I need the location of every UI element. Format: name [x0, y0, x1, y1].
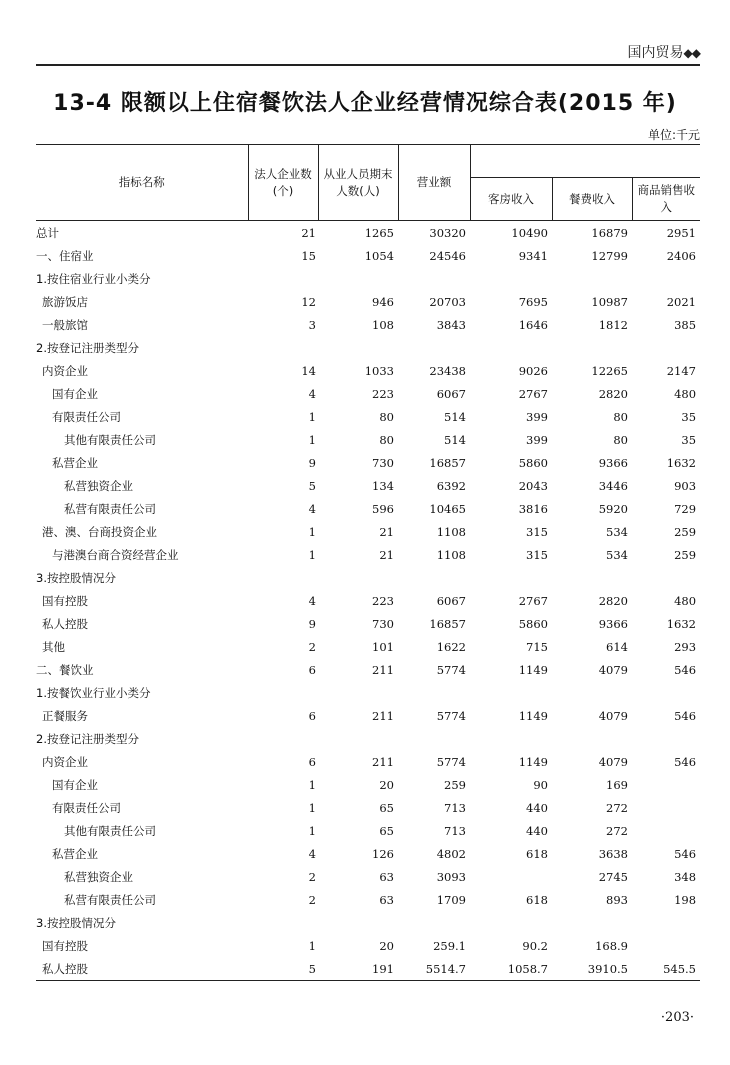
- row-label: 国有控股: [42, 938, 88, 953]
- cell-value: 9: [308, 616, 316, 631]
- cell-value: 5774: [436, 662, 466, 677]
- unit-label: 单位:千元: [647, 128, 700, 142]
- cell-value: [632, 336, 700, 359]
- row-label: 2.按登记注册类型分: [36, 731, 139, 746]
- row-label: 私营有限责任公司: [64, 501, 156, 516]
- cell-value: 108: [372, 317, 394, 332]
- cell-value: 1: [308, 524, 316, 539]
- cell-value: 169: [606, 777, 628, 792]
- cell-value: 35: [681, 409, 697, 424]
- cell-value: 7695: [518, 294, 548, 309]
- table-row: [36, 635, 700, 658]
- cell-value: [318, 566, 398, 589]
- cell-value: [398, 681, 470, 704]
- table-row: [36, 842, 700, 865]
- cell-value: 4: [308, 386, 316, 401]
- cell-value: 6: [308, 754, 316, 769]
- cell-value: 259: [674, 547, 697, 562]
- col-header-room-income: 客房收入: [470, 178, 552, 221]
- col-header-employees: 从业人员期末人数(人): [318, 145, 398, 221]
- cell-value: 385: [674, 317, 697, 332]
- cell-value: 5860: [518, 455, 548, 470]
- cell-value: 715: [526, 639, 548, 654]
- cell-value: [552, 727, 632, 750]
- cell-value: 3093: [436, 869, 466, 884]
- cell-value: 211: [372, 708, 394, 723]
- cell-value: 223: [372, 593, 394, 608]
- cell-value: [552, 681, 632, 704]
- cell-value: [632, 773, 700, 796]
- cell-value: 546: [674, 754, 697, 769]
- cell-value: 1149: [518, 754, 548, 769]
- cell-value: [632, 727, 700, 750]
- cell-value: 134: [372, 478, 394, 493]
- col-header-subgroup: [470, 145, 700, 178]
- cell-value: 440: [526, 823, 548, 838]
- cell-value: 65: [379, 823, 394, 838]
- table-row: [36, 681, 700, 704]
- cell-value: 3910.5: [552, 957, 632, 981]
- cell-value: 1: [308, 432, 316, 447]
- table-row: [36, 934, 700, 957]
- cell-value: 348: [674, 869, 697, 884]
- cell-value: 9341: [518, 248, 548, 263]
- cell-value: 2745: [598, 869, 628, 884]
- cell-value: 1: [308, 547, 316, 562]
- cell-value: 223: [372, 386, 394, 401]
- diamond-icon: ◆◆: [683, 46, 700, 60]
- cell-value: 2767: [518, 593, 548, 608]
- cell-value: 1709: [436, 892, 466, 907]
- cell-value: 1149: [518, 708, 548, 723]
- cell-value: 3816: [518, 501, 548, 516]
- cell-value: 90: [533, 777, 548, 792]
- cell-value: [470, 727, 552, 750]
- cell-value: [632, 796, 700, 819]
- cell-value: 399: [526, 409, 548, 424]
- cell-value: 596: [372, 501, 394, 516]
- table-row: [36, 382, 700, 405]
- cell-value: 12: [301, 294, 316, 309]
- cell-value: 1: [308, 823, 316, 838]
- cell-value: 211: [372, 754, 394, 769]
- cell-value: 4079: [598, 754, 628, 769]
- cell-value: 546: [674, 662, 697, 677]
- cell-value: 546: [674, 708, 697, 723]
- cell-value: 10490: [511, 225, 548, 240]
- table-row: [36, 865, 700, 888]
- cell-value: 2043: [518, 478, 548, 493]
- cell-value: 2: [308, 639, 316, 654]
- cell-value: 3446: [598, 478, 628, 493]
- cell-value: 614: [606, 639, 628, 654]
- row-label: 私营独资企业: [64, 869, 133, 884]
- table-body: [36, 221, 700, 981]
- cell-value: [470, 336, 552, 359]
- row-label: 3.按控股情况分: [36, 570, 116, 585]
- cell-value: 480: [674, 593, 697, 608]
- cell-value: 272: [606, 823, 628, 838]
- row-label: 1.按住宿业行业小类分: [36, 271, 151, 286]
- row-label: 总计: [36, 225, 59, 240]
- cell-value: 15: [301, 248, 316, 263]
- cell-value: 20: [379, 938, 394, 953]
- row-label: 其他: [42, 639, 65, 654]
- cell-value: 63: [379, 869, 394, 884]
- cell-value: [248, 267, 318, 290]
- row-label: 其他有限责任公司: [64, 432, 156, 447]
- row-label: 私营独资企业: [64, 478, 133, 493]
- row-label: 其他有限责任公司: [64, 823, 156, 838]
- table-row: [36, 727, 700, 750]
- row-label: 私营有限责任公司: [64, 892, 156, 907]
- cell-value: 5920: [598, 501, 628, 516]
- cell-value: 893: [606, 892, 628, 907]
- cell-value: [470, 865, 552, 888]
- section-tag: [628, 42, 700, 62]
- cell-value: 259: [674, 524, 697, 539]
- row-label: 正餐服务: [42, 708, 88, 723]
- cell-value: 315: [526, 524, 548, 539]
- cell-value: 5514.7: [398, 957, 470, 981]
- row-label: 私人控股: [36, 957, 248, 981]
- row-label: 国有企业: [52, 777, 98, 792]
- table-row: [36, 497, 700, 520]
- cell-value: [398, 336, 470, 359]
- cell-value: [248, 911, 318, 934]
- row-label: 3.按控股情况分: [36, 915, 116, 930]
- row-label: 私营企业: [52, 455, 98, 470]
- cell-value: 1108: [436, 524, 466, 539]
- row-label: 与港澳台商合资经营企业: [52, 547, 179, 562]
- cell-value: 713: [444, 800, 466, 815]
- cell-value: 191: [318, 957, 398, 981]
- cell-value: 903: [674, 478, 697, 493]
- cell-value: 30320: [429, 225, 466, 240]
- row-label: 私营企业: [52, 846, 98, 861]
- cell-value: [552, 267, 632, 290]
- cell-value: [248, 566, 318, 589]
- cell-value: [318, 911, 398, 934]
- table-row: [36, 267, 700, 290]
- cell-value: [398, 727, 470, 750]
- cell-value: 168.9: [595, 938, 628, 953]
- cell-value: 546: [674, 846, 697, 861]
- cell-value: 24546: [429, 248, 466, 263]
- cell-value: 35: [681, 432, 697, 447]
- cell-value: 21: [301, 225, 316, 240]
- cell-value: 9: [308, 455, 316, 470]
- cell-value: 946: [372, 294, 394, 309]
- cell-value: 1: [308, 777, 316, 792]
- cell-value: 259.1: [433, 938, 466, 953]
- cell-value: 1: [308, 800, 316, 815]
- cell-value: [470, 267, 552, 290]
- cell-value: 2951: [666, 225, 697, 240]
- cell-value: 80: [379, 409, 394, 424]
- cell-value: 4079: [598, 662, 628, 677]
- row-label: 内资企业: [42, 363, 88, 378]
- cell-value: 20: [379, 777, 394, 792]
- cell-value: [632, 934, 700, 957]
- cell-value: 10465: [429, 501, 466, 516]
- cell-value: [632, 911, 700, 934]
- row-label: 国有控股: [42, 593, 88, 608]
- table-header: [36, 145, 700, 221]
- cell-value: 63: [379, 892, 394, 907]
- cell-value: 12799: [591, 248, 628, 263]
- cell-value: [632, 819, 700, 842]
- table-row: [36, 221, 700, 245]
- cell-value: 23438: [429, 363, 466, 378]
- cell-value: 534: [606, 524, 628, 539]
- table-row: [36, 888, 700, 911]
- cell-value: 6067: [436, 593, 466, 608]
- cell-value: 514: [444, 409, 466, 424]
- cell-value: 545.5: [632, 957, 700, 981]
- cell-value: 1: [308, 938, 316, 953]
- cell-value: 1149: [518, 662, 548, 677]
- cell-value: 3: [308, 317, 316, 332]
- cell-value: 5: [248, 957, 318, 981]
- table-row: [36, 911, 700, 934]
- table-row: [36, 359, 700, 382]
- table-row: [36, 520, 700, 543]
- cell-value: 3843: [436, 317, 466, 332]
- cell-value: 2: [308, 892, 316, 907]
- header-rule: [36, 64, 700, 66]
- cell-value: 1632: [666, 616, 697, 631]
- cell-value: 9366: [598, 616, 628, 631]
- table-row: [36, 566, 700, 589]
- table-row: [36, 612, 700, 635]
- cell-value: 4: [308, 846, 316, 861]
- page-title: 13-4 限额以上住宿餐饮法人企业经营情况综合表(2015 年): [53, 91, 677, 116]
- row-label: 国有企业: [52, 386, 98, 401]
- row-label: 内资企业: [42, 754, 88, 769]
- row-label: 1.按餐饮业行业小类分: [36, 685, 151, 700]
- row-label: 一般旅馆: [42, 317, 88, 332]
- cell-value: 480: [674, 386, 697, 401]
- cell-value: 1265: [364, 225, 394, 240]
- cell-value: 293: [674, 639, 697, 654]
- cell-value: 1058.7: [470, 957, 552, 981]
- cell-value: 9366: [598, 455, 628, 470]
- cell-value: [248, 727, 318, 750]
- cell-value: 198: [674, 892, 697, 907]
- table-row: [36, 957, 700, 981]
- table-row: [36, 658, 700, 681]
- section-label: 国内贸易: [627, 45, 684, 61]
- cell-value: 16857: [429, 616, 466, 631]
- cell-value: [552, 911, 632, 934]
- cell-value: [632, 267, 700, 290]
- row-label: 有限责任公司: [52, 800, 121, 815]
- cell-value: 126: [372, 846, 394, 861]
- cell-value: [318, 681, 398, 704]
- table-row: [36, 313, 700, 336]
- cell-value: 211: [372, 662, 394, 677]
- cell-value: 5774: [436, 754, 466, 769]
- cell-value: 618: [526, 892, 548, 907]
- table-row: [36, 244, 700, 267]
- cell-value: 1632: [666, 455, 697, 470]
- cell-value: 1108: [436, 547, 466, 562]
- table-row: [36, 589, 700, 612]
- cell-value: 399: [526, 432, 548, 447]
- cell-value: [248, 336, 318, 359]
- row-label: 旅游饭店: [42, 294, 88, 309]
- row-label: 私人控股: [42, 616, 88, 631]
- cell-value: 20703: [429, 294, 466, 309]
- cell-value: 272: [606, 800, 628, 815]
- table-row: [36, 474, 700, 497]
- cell-value: 2406: [666, 248, 697, 263]
- cell-value: 16857: [429, 455, 466, 470]
- cell-value: 730: [372, 616, 394, 631]
- cell-value: 514: [444, 432, 466, 447]
- cell-value: 16879: [591, 225, 628, 240]
- row-label: 有限责任公司: [52, 409, 121, 424]
- cell-value: 1: [308, 409, 316, 424]
- table-row: [36, 819, 700, 842]
- cell-value: 259: [444, 777, 466, 792]
- table-row: [36, 750, 700, 773]
- cell-value: 5860: [518, 616, 548, 631]
- table-row: [36, 405, 700, 428]
- cell-value: 3638: [598, 846, 628, 861]
- cell-value: 2820: [598, 593, 628, 608]
- cell-value: 101: [372, 639, 394, 654]
- cell-value: 21: [379, 524, 394, 539]
- cell-value: [632, 566, 700, 589]
- cell-value: 5: [308, 478, 316, 493]
- row-label: 2.按登记注册类型分: [36, 340, 139, 355]
- cell-value: 6067: [436, 386, 466, 401]
- cell-value: [552, 336, 632, 359]
- cell-value: [470, 566, 552, 589]
- cell-value: 65: [379, 800, 394, 815]
- cell-value: [552, 566, 632, 589]
- cell-value: 5774: [436, 708, 466, 723]
- col-header-name: 指标名称: [118, 175, 165, 189]
- data-table: [36, 144, 700, 981]
- cell-value: 9026: [518, 363, 548, 378]
- cell-value: 4802: [436, 846, 466, 861]
- cell-value: 729: [674, 501, 697, 516]
- cell-value: 90.2: [522, 938, 548, 953]
- cell-value: 440: [526, 800, 548, 815]
- cell-value: 2147: [666, 363, 697, 378]
- col-header-food-income: 餐费收入: [552, 178, 632, 221]
- cell-value: 4079: [598, 708, 628, 723]
- cell-value: 1054: [364, 248, 394, 263]
- table-row: [36, 336, 700, 359]
- cell-value: 2021: [666, 294, 697, 309]
- table-row: [36, 451, 700, 474]
- cell-value: 80: [379, 432, 394, 447]
- cell-value: 4: [308, 501, 316, 516]
- cell-value: 713: [444, 823, 466, 838]
- cell-value: 14: [301, 363, 316, 378]
- cell-value: 1812: [598, 317, 628, 332]
- cell-value: [398, 911, 470, 934]
- table-row: [36, 704, 700, 727]
- cell-value: [632, 681, 700, 704]
- col-header-legal-entities: 法人企业数(个): [248, 145, 318, 221]
- cell-value: 2: [308, 869, 316, 884]
- cell-value: 1646: [518, 317, 548, 332]
- cell-value: 80: [613, 432, 628, 447]
- table-row: [36, 543, 700, 566]
- cell-value: [318, 336, 398, 359]
- table-row: [36, 428, 700, 451]
- table-row: [36, 773, 700, 796]
- cell-value: 21: [379, 547, 394, 562]
- page-number: ·203·: [660, 1010, 694, 1025]
- cell-value: 6: [308, 662, 316, 677]
- col-header-goods-income: 商品销售收 入: [632, 178, 700, 221]
- col-header-revenue: 营业额: [398, 145, 470, 221]
- cell-value: [318, 727, 398, 750]
- table-row: [36, 290, 700, 313]
- cell-value: 730: [372, 455, 394, 470]
- cell-value: [318, 267, 398, 290]
- row-label: 一、住宿业: [36, 248, 94, 263]
- cell-value: [398, 566, 470, 589]
- row-label: 港、澳、台商投资企业: [42, 524, 157, 539]
- cell-value: 1622: [436, 639, 466, 654]
- table-row: [36, 796, 700, 819]
- cell-value: 2820: [598, 386, 628, 401]
- cell-value: 6392: [436, 478, 466, 493]
- cell-value: [398, 267, 470, 290]
- cell-value: [248, 681, 318, 704]
- cell-value: 1033: [364, 363, 394, 378]
- cell-value: 534: [606, 547, 628, 562]
- cell-value: 12265: [591, 363, 628, 378]
- cell-value: 6: [308, 708, 316, 723]
- cell-value: 80: [613, 409, 628, 424]
- cell-value: 315: [526, 547, 548, 562]
- row-label: 二、餐饮业: [36, 662, 94, 677]
- cell-value: 10987: [591, 294, 628, 309]
- cell-value: 618: [526, 846, 548, 861]
- cell-value: [470, 911, 552, 934]
- cell-value: [470, 681, 552, 704]
- cell-value: 4: [308, 593, 316, 608]
- cell-value: 2767: [518, 386, 548, 401]
